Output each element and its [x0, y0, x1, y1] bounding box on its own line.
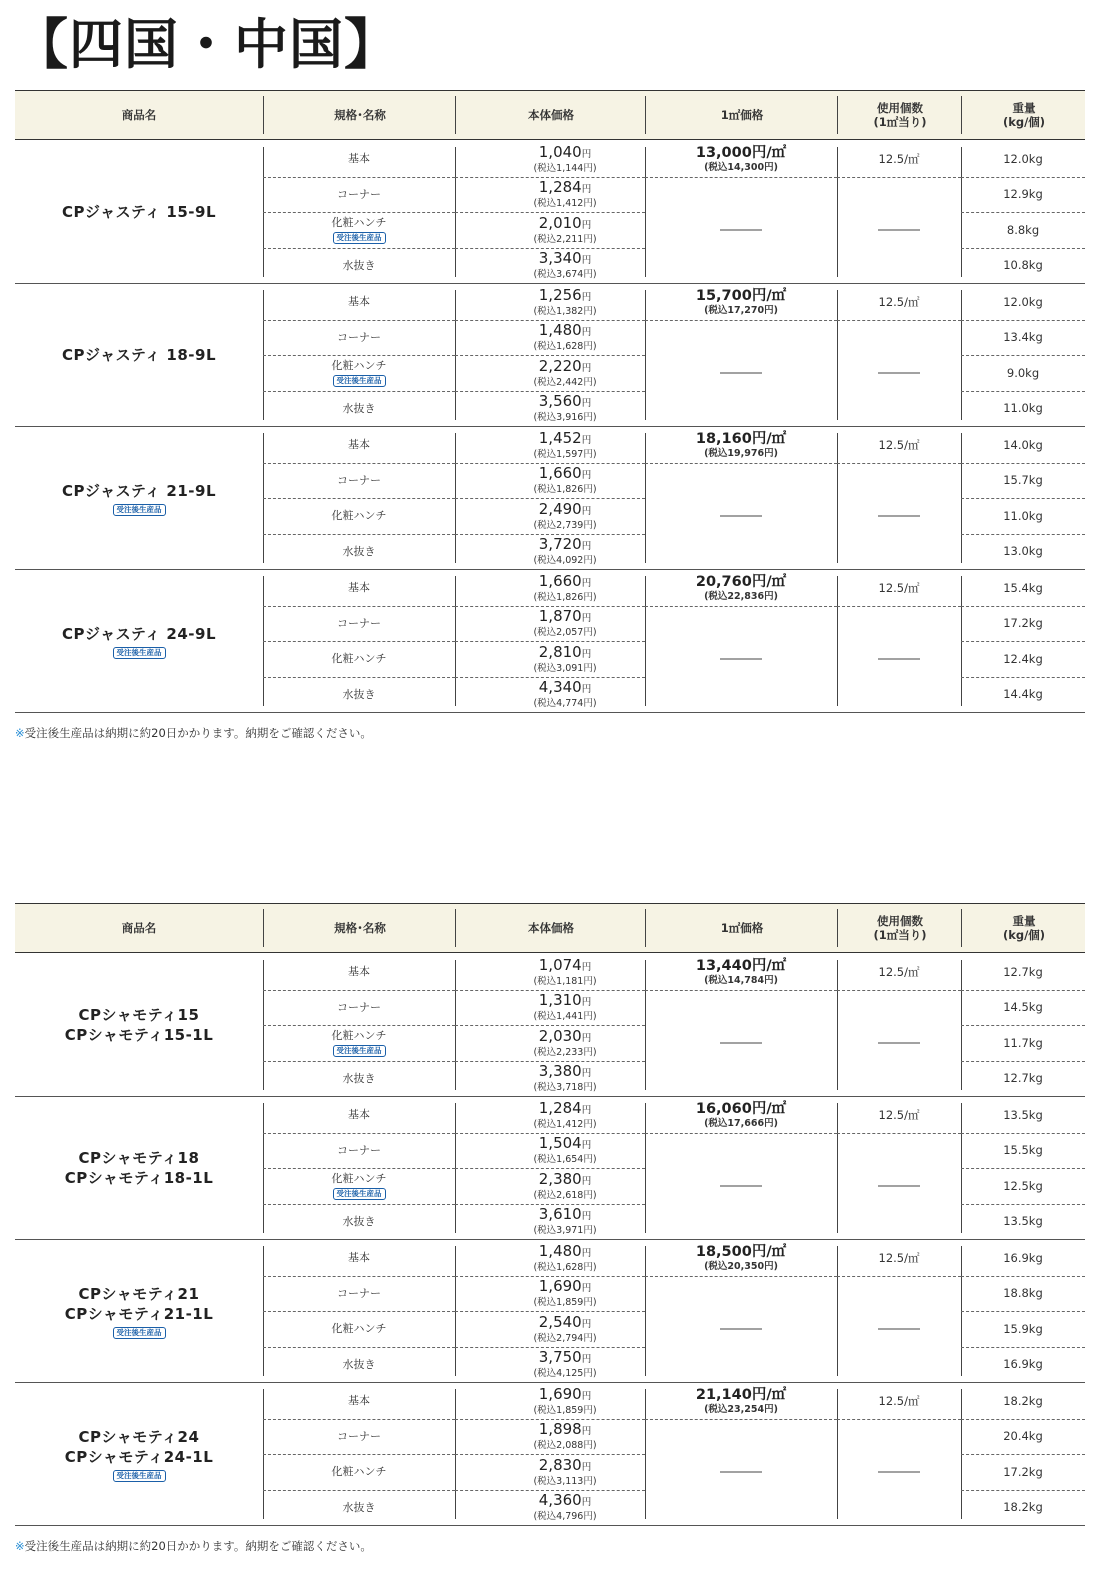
price-cell [455, 1311, 645, 1347]
unit-price-tax: (税込1,412円) [533, 198, 597, 210]
unit-price-tax: (税込4,774円) [533, 698, 597, 710]
table-header [15, 903, 1085, 953]
weight-cell: 15.7kg [1003, 473, 1043, 488]
product-name: CPジャスティ 24-9L [61, 624, 217, 643]
spec-cell [263, 141, 455, 177]
spec-cell [263, 1133, 455, 1169]
unit-price: 2,490円 [538, 499, 592, 518]
sqm-price-cell [645, 1383, 837, 1419]
spec-name: 水抜き [342, 401, 376, 415]
spec-name: 基本 [348, 438, 370, 452]
product-name-cell [15, 954, 263, 1096]
spec-name: コーナー [337, 330, 381, 344]
unit-price-tax: (税込1,597円) [533, 448, 597, 460]
dash-cell: ――― [878, 507, 920, 524]
spec-cell [263, 990, 455, 1026]
unit-price: 1,504円 [538, 1134, 592, 1153]
unit-price: 1,452円 [538, 428, 592, 447]
sqm-price: 21,140円/㎡ [695, 1386, 787, 1403]
product-group [15, 141, 1085, 284]
price-cell [455, 391, 645, 427]
unit-price: 1,660円 [538, 464, 592, 483]
unit-price-tax: (税込2,233円) [533, 1046, 597, 1058]
price-cell [455, 212, 645, 248]
weight-cell: 16.9kg [1003, 1250, 1043, 1265]
product-name: CPジャスティ 15-9L [61, 203, 217, 221]
sqm-price-tax: (税込17,666円) [704, 1117, 778, 1129]
spec-name: 基本 [348, 965, 370, 979]
spec-cell [263, 355, 455, 391]
spec-name: 基本 [348, 581, 370, 595]
spec-name: 基本 [348, 1108, 370, 1122]
weight-cell: 11.7kg [1003, 1035, 1043, 1050]
spec-name: コーナー [337, 473, 381, 487]
unit-price-tax: (税込1,859円) [533, 1404, 597, 1416]
header-cell: 重量 (kg/個) [961, 909, 1086, 947]
weight-cell: 14.4kg [1003, 687, 1043, 702]
product-name-cell [15, 1240, 263, 1382]
sqm-price-tax: (税込19,976円) [704, 447, 778, 459]
spec-cell [263, 1204, 455, 1240]
weight-cell: 12.4kg [1003, 651, 1043, 666]
dash-cell: ――― [720, 1463, 762, 1480]
weight-cell: 11.0kg [1003, 508, 1043, 523]
weight-cell: 12.7kg [1003, 964, 1043, 979]
dash-cell: ――― [720, 221, 762, 238]
spec-cell [263, 534, 455, 570]
sqm-price: 18,500円/㎡ [695, 1243, 787, 1260]
unit-price: 1,310円 [538, 991, 592, 1010]
sqm-price-tax: (税込22,836円) [704, 590, 778, 602]
product-name: CPシャモティ24-1L [64, 1447, 214, 1466]
spec-cell [263, 1347, 455, 1383]
spec-cell [263, 320, 455, 356]
unit-price-tax: (税込2,618円) [533, 1189, 597, 1201]
spec-cell [263, 284, 455, 320]
header-cell: 本体価格 [455, 909, 646, 947]
product-name-cell [15, 1097, 263, 1239]
price-cell [455, 248, 645, 284]
spec-name: 化粧ハンチ [331, 1171, 387, 1185]
product-name: CPシャモティ21-1L [64, 1304, 214, 1323]
price-cell [455, 141, 645, 177]
price-cell [455, 1168, 645, 1204]
dash-cell: ――― [878, 221, 920, 238]
sqm-price-tax: (税込17,270円) [704, 304, 778, 316]
spec-cell [263, 248, 455, 284]
spec-cell [263, 677, 455, 713]
spec-name: 化粧ハンチ [331, 652, 387, 666]
dash-cell: ――― [878, 650, 920, 667]
dash-cell: ――― [720, 1177, 762, 1194]
price-cell [455, 606, 645, 642]
header-cell: 重量 (kg/個) [961, 96, 1086, 134]
unit-price-tax: (税込2,088円) [533, 1440, 597, 1452]
price-cell [455, 1454, 645, 1490]
spec-cell [263, 427, 455, 463]
product-group [15, 284, 1085, 427]
price-cell [455, 284, 645, 320]
footnote-text: 受注後生産品は納期に約20日かかります。納期をご確認ください。 [24, 726, 372, 740]
spec-name: 化粧ハンチ [331, 215, 387, 229]
unit-price-tax: (税込3,113円) [533, 1475, 597, 1487]
unit-price-tax: (税込3,718円) [533, 1082, 597, 1094]
unit-price: 1,284円 [538, 1098, 592, 1117]
spec-cell [263, 463, 455, 499]
price-cell [455, 1204, 645, 1240]
weight-cell: 11.0kg [1003, 401, 1043, 416]
unit-price-tax: (税込2,211円) [533, 233, 597, 245]
header-cell: 1㎡価格 [645, 96, 838, 134]
footnote [15, 725, 372, 741]
price-cell [455, 320, 645, 356]
unit-price: 4,340円 [538, 678, 592, 697]
price-cell [455, 1419, 645, 1455]
unit-price-tax: (税込1,826円) [533, 484, 597, 496]
sqm-price: 18,160円/㎡ [695, 430, 787, 447]
weight-cell: 12.9kg [1003, 187, 1043, 202]
unit-price: 3,380円 [538, 1062, 592, 1081]
made-to-order-badge: 受注後生産品 [113, 1327, 166, 1339]
page-title: 【四国・中国】 [14, 13, 399, 76]
unit-price-tax: (税込1,181円) [533, 975, 597, 987]
header-cell: 規格･名称 [263, 96, 456, 134]
made-to-order-badge: 受注後生産品 [333, 1188, 386, 1200]
weight-cell: 20.4kg [1003, 1429, 1043, 1444]
unit-price: 3,750円 [538, 1348, 592, 1367]
price-cell [455, 954, 645, 990]
product-name-cell [15, 1383, 263, 1525]
unit-price-tax: (税込4,125円) [533, 1368, 597, 1380]
dash-cell: ――― [720, 650, 762, 667]
unit-price: 2,220円 [538, 356, 592, 375]
weight-cell: 9.0kg [1006, 365, 1040, 380]
product-group [15, 1097, 1085, 1240]
weight-cell: 12.0kg [1003, 294, 1043, 309]
weight-cell: 15.9kg [1003, 1321, 1043, 1336]
price-cell [455, 1240, 645, 1276]
weight-cell: 13.4kg [1003, 330, 1043, 345]
weight-cell: 17.2kg [1003, 616, 1043, 631]
dash-cell: ――― [720, 364, 762, 381]
sqm-price-cell [645, 1240, 837, 1276]
weight-cell: 14.5kg [1003, 1000, 1043, 1015]
weight-cell: 8.8kg [1006, 222, 1040, 237]
spec-name: 化粧ハンチ [331, 1028, 387, 1042]
price-cell [455, 534, 645, 570]
spec-name: 基本 [348, 1251, 370, 1265]
made-to-order-badge: 受注後生産品 [333, 232, 386, 244]
product-name-cell [15, 284, 263, 426]
unit-price-tax: (税込1,628円) [533, 341, 597, 353]
unit-price: 1,690円 [538, 1277, 592, 1296]
header-cell: 規格･名称 [263, 909, 456, 947]
product-name: CPシャモティ18-1L [64, 1169, 214, 1187]
sqm-price: 16,060円/㎡ [695, 1100, 787, 1117]
spec-cell [263, 1168, 455, 1204]
weight-cell: 12.0kg [1003, 151, 1043, 166]
price-table [15, 90, 1085, 713]
spec-name: 水抜き [342, 1071, 376, 1085]
unit-price-tax: (税込3,971円) [533, 1225, 597, 1237]
sqm-price-cell [645, 1097, 837, 1133]
unit-price: 2,830円 [538, 1455, 592, 1474]
price-cell [455, 355, 645, 391]
footnote-mark: ※ [15, 726, 25, 740]
sqm-price-cell [645, 570, 837, 606]
unit-price-tax: (税込2,442円) [533, 376, 597, 388]
spec-cell [263, 1276, 455, 1312]
sqm-price: 13,440円/㎡ [695, 957, 787, 974]
product-name: CPシャモティ15 [78, 1006, 200, 1024]
unit-price: 1,898円 [538, 1420, 592, 1439]
usage-cell: 12.5/㎡ [878, 437, 920, 452]
header-cell: 本体価格 [455, 96, 646, 134]
spec-cell [263, 212, 455, 248]
usage-cell: 12.5/㎡ [878, 151, 920, 166]
product-group [15, 427, 1085, 570]
weight-cell: 12.7kg [1003, 1071, 1043, 1086]
unit-price: 3,720円 [538, 535, 592, 554]
unit-price: 1,480円 [538, 1241, 592, 1260]
spec-cell [263, 1383, 455, 1419]
product-name: CPシャモティ21 [78, 1284, 200, 1303]
header-cell: 1㎡価格 [645, 909, 838, 947]
spec-cell [263, 570, 455, 606]
weight-cell: 12.5kg [1003, 1178, 1043, 1193]
made-to-order-badge: 受注後生産品 [333, 375, 386, 387]
dash-cell: ――― [878, 1177, 920, 1194]
unit-price-tax: (税込1,826円) [533, 591, 597, 603]
spec-name: コーナー [337, 616, 381, 630]
unit-price-tax: (税込4,796円) [533, 1511, 597, 1523]
spec-name: 水抜き [342, 1214, 376, 1228]
spec-name: コーナー [337, 1143, 381, 1157]
spec-name: 水抜き [342, 1500, 376, 1514]
header-cell: 商品名 [121, 108, 157, 122]
spec-cell [263, 1490, 455, 1526]
dash-cell: ――― [720, 1034, 762, 1051]
spec-name: 基本 [348, 152, 370, 166]
unit-price: 1,690円 [538, 1384, 592, 1403]
unit-price: 1,284円 [538, 178, 592, 197]
sqm-price-tax: (税込23,254円) [704, 1403, 778, 1415]
table-header [15, 90, 1085, 140]
weight-cell: 18.8kg [1003, 1286, 1043, 1301]
unit-price-tax: (税込1,859円) [533, 1297, 597, 1309]
unit-price: 1,870円 [538, 607, 592, 626]
dash-cell: ――― [878, 1463, 920, 1480]
footnote-mark: ※ [15, 1539, 25, 1553]
header-cell: 使用個数 (1㎡当り) [837, 909, 962, 947]
unit-price: 2,380円 [538, 1169, 592, 1188]
unit-price: 1,040円 [538, 142, 592, 161]
sqm-price-tax: (税込14,784円) [704, 974, 778, 986]
spec-name: 水抜き [342, 687, 376, 701]
unit-price-tax: (税込1,441円) [533, 1011, 597, 1023]
product-name-cell [15, 141, 263, 283]
unit-price-tax: (税込1,412円) [533, 1118, 597, 1130]
unit-price-tax: (税込2,739円) [533, 519, 597, 531]
spec-name: 化粧ハンチ [331, 358, 387, 372]
unit-price: 3,560円 [538, 392, 592, 411]
spec-cell [263, 498, 455, 534]
unit-price: 3,610円 [538, 1205, 592, 1224]
price-cell [455, 1061, 645, 1097]
sqm-price: 15,700円/㎡ [695, 287, 787, 304]
product-group [15, 954, 1085, 1097]
dash-cell: ――― [878, 364, 920, 381]
unit-price: 4,360円 [538, 1491, 592, 1510]
spec-name: コーナー [337, 187, 381, 201]
spec-cell [263, 1240, 455, 1276]
spec-name: 水抜き [342, 544, 376, 558]
product-name: CPシャモティ24 [78, 1427, 200, 1446]
price-cell [455, 641, 645, 677]
spec-name: コーナー [337, 1000, 381, 1014]
spec-name: 基本 [348, 295, 370, 309]
price-cell [455, 1383, 645, 1419]
spec-cell [263, 1311, 455, 1347]
dash-cell: ――― [720, 507, 762, 524]
product-name: CPシャモティ18 [78, 1149, 200, 1167]
unit-price-tax: (税込2,794円) [533, 1332, 597, 1344]
unit-price: 1,256円 [538, 285, 592, 304]
price-cell [455, 427, 645, 463]
sqm-price: 13,000円/㎡ [695, 144, 787, 161]
spec-cell [263, 1419, 455, 1455]
unit-price: 2,810円 [538, 642, 592, 661]
price-cell [455, 1347, 645, 1383]
footnote-text: 受注後生産品は納期に約20日かかります。納期をご確認ください。 [24, 1539, 372, 1553]
made-to-order-badge: 受注後生産品 [333, 1045, 386, 1057]
sqm-price-tax: (税込14,300円) [704, 161, 778, 173]
weight-cell: 18.2kg [1003, 1393, 1043, 1408]
dash-cell: ――― [878, 1034, 920, 1051]
spec-cell [263, 1454, 455, 1490]
spec-cell [263, 1097, 455, 1133]
price-cell [455, 463, 645, 499]
price-cell [455, 498, 645, 534]
spec-name: 水抜き [342, 1357, 376, 1371]
usage-cell: 12.5/㎡ [878, 294, 920, 309]
unit-price: 2,010円 [538, 213, 592, 232]
spec-cell [263, 641, 455, 677]
made-to-order-badge: 受注後生産品 [113, 504, 166, 516]
footnote [15, 1538, 372, 1554]
unit-price: 1,660円 [538, 571, 592, 590]
product-name-cell [15, 570, 263, 712]
product-group [15, 570, 1085, 713]
usage-cell: 12.5/㎡ [878, 1107, 920, 1122]
spec-name: 化粧ハンチ [331, 1322, 387, 1336]
unit-price: 2,540円 [538, 1312, 592, 1331]
sqm-price-cell [645, 284, 837, 320]
product-name-cell [15, 427, 263, 569]
price-cell [455, 570, 645, 606]
sqm-price-tax: (税込20,350円) [704, 1260, 778, 1272]
spec-name: 水抜き [342, 258, 376, 272]
sqm-price-cell [645, 954, 837, 990]
spec-cell [263, 954, 455, 990]
price-cell [455, 1133, 645, 1169]
product-name: CPジャスティ 21-9L [61, 481, 217, 500]
sqm-price: 20,760円/㎡ [695, 573, 787, 590]
price-cell [455, 990, 645, 1026]
weight-cell: 17.2kg [1003, 1464, 1043, 1479]
spec-cell [263, 1061, 455, 1097]
weight-cell: 10.8kg [1003, 258, 1043, 273]
header-cell: 商品名 [121, 921, 157, 935]
spec-name: 化粧ハンチ [331, 1465, 387, 1479]
unit-price-tax: (税込2,057円) [533, 627, 597, 639]
unit-price: 1,074円 [538, 955, 592, 974]
made-to-order-badge: 受注後生産品 [113, 1470, 166, 1482]
price-table [15, 903, 1085, 1526]
price-cell [455, 1097, 645, 1133]
usage-cell: 12.5/㎡ [878, 580, 920, 595]
unit-price-tax: (税込3,674円) [533, 269, 597, 281]
spec-name: 化粧ハンチ [331, 509, 387, 523]
sqm-price-cell [645, 141, 837, 177]
unit-price-tax: (税込1,628円) [533, 1261, 597, 1273]
price-cell [455, 177, 645, 213]
made-to-order-badge: 受注後生産品 [113, 647, 166, 659]
dash-cell: ――― [720, 1320, 762, 1337]
dash-cell: ――― [878, 1320, 920, 1337]
weight-cell: 13.0kg [1003, 544, 1043, 559]
weight-cell: 18.2kg [1003, 1500, 1043, 1515]
header-cell: 使用個数 (1㎡当り) [837, 96, 962, 134]
product-name: CPジャスティ 18-9L [61, 346, 217, 364]
usage-cell: 12.5/㎡ [878, 1250, 920, 1265]
spec-cell [263, 391, 455, 427]
spec-name: コーナー [337, 1286, 381, 1300]
unit-price-tax: (税込1,654円) [533, 1154, 597, 1166]
product-name: CPシャモティ15-1L [64, 1026, 214, 1044]
usage-cell: 12.5/㎡ [878, 1393, 920, 1408]
weight-cell: 14.0kg [1003, 437, 1043, 452]
product-group [15, 1240, 1085, 1383]
spec-cell [263, 606, 455, 642]
weight-cell: 15.4kg [1003, 580, 1043, 595]
unit-price-tax: (税込1,382円) [533, 305, 597, 317]
price-cell [455, 1276, 645, 1312]
weight-cell: 16.9kg [1003, 1357, 1043, 1372]
unit-price: 3,340円 [538, 249, 592, 268]
spec-cell [263, 1025, 455, 1061]
weight-cell: 13.5kg [1003, 1107, 1043, 1122]
weight-cell: 15.5kg [1003, 1143, 1043, 1158]
unit-price-tax: (税込1,144円) [533, 162, 597, 174]
usage-cell: 12.5/㎡ [878, 964, 920, 979]
unit-price: 1,480円 [538, 321, 592, 340]
product-group [15, 1383, 1085, 1526]
price-cell [455, 1490, 645, 1526]
spec-name: 基本 [348, 1394, 370, 1408]
price-cell [455, 1025, 645, 1061]
unit-price-tax: (税込3,916円) [533, 412, 597, 424]
unit-price-tax: (税込3,091円) [533, 662, 597, 674]
weight-cell: 13.5kg [1003, 1214, 1043, 1229]
sqm-price-cell [645, 427, 837, 463]
unit-price-tax: (税込4,092円) [533, 555, 597, 567]
spec-name: コーナー [337, 1429, 381, 1443]
spec-cell [263, 177, 455, 213]
unit-price: 2,030円 [538, 1026, 592, 1045]
price-cell [455, 677, 645, 713]
